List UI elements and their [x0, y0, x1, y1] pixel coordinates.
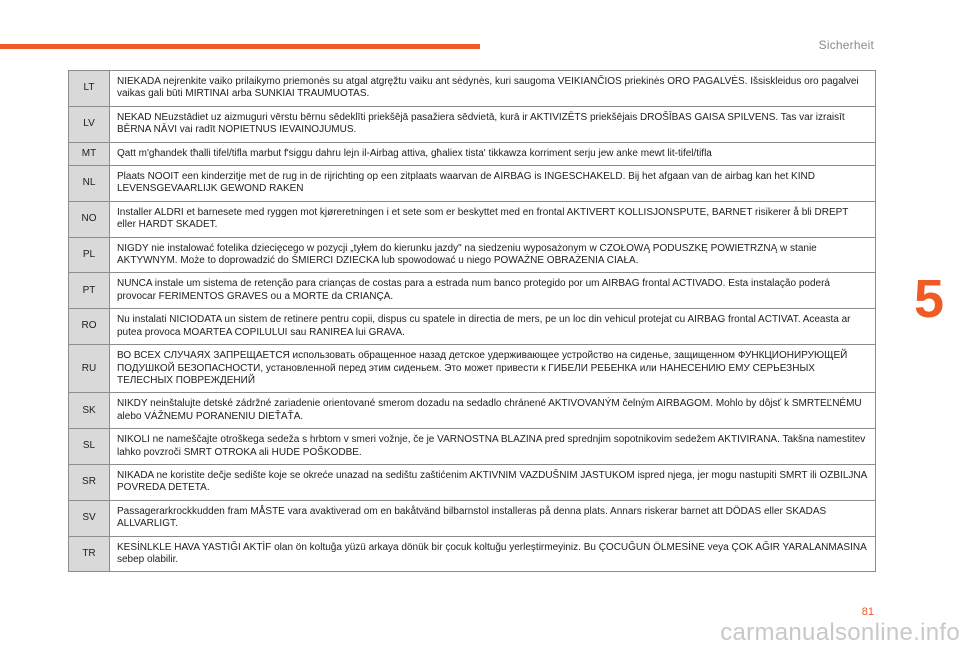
section-title: Sicherheit: [818, 38, 874, 52]
table-body: [69, 71, 876, 572]
airbag-warning-table: [68, 70, 876, 572]
language-code: SL: [69, 429, 110, 465]
warning-text: NUNCA instale um sistema de retenção para crianças de costas para a estrada num banco protegido por um AIRBAG frontal ACTIVADO. Esta instalação poderá provocar FERIMENTOS GRAVES ou a MORTE da CRIANÇA.: [110, 273, 876, 309]
warning-text: Plaats NOOIT een kinderzitje met de rug in de rijrichting op een zitplaats waarvan de AIRBAG is INGESCHAKELD. Bij het afgaan van de airbag kan het KIND LEVENSGEVAARLIJK GEWOND RAKEN: [110, 166, 876, 202]
warning-text: NIGDY nie instalować fotelika dziecięcego w pozycji „tyłem do kierunku jazdy" na siedzeniu wyposażonym w CZOŁOWĄ PODUSZKĘ POWIETRZNĄ w stanie AKTYWNYM. Może to doprowadzić do ŚMIERCI DZIECKA lub spowodować u niego POWAŻNE OBRAŻENIA CIAŁA.: [110, 237, 876, 273]
language-code: LT: [69, 71, 110, 107]
language-code: PL: [69, 237, 110, 273]
warning-text: NIEKADA nejrenkite vaiko prilaikymo priemonės su atgal atgręžtu vaiku ant sėdynės, kuri saugoma VEIKIANČIOS priekinės ORO PAGALVĖS. Išsiskleidus oro pagalvei vaikas gali būti MIRTINAI arba SUNKIAI TRAUMUOTAS.: [110, 71, 876, 107]
page-number: 81: [861, 606, 874, 618]
language-code: SR: [69, 464, 110, 500]
warning-text: ВО ВСЕХ СЛУЧАЯХ ЗАПРЕЩАЕТСЯ использовать обращенное назад детское удерживающее устройство на сиденье, защищенном ФУНКЦИОНИРУЮЩЕЙ ПОДУШКОЙ БЕЗОПАСНОСТИ, установленной перед этим сиденьем. Это может привести к ГИБЕЛИ РЕБЕНКА или НАНЕСЕНИЮ ЕМУ СЕРЬЕЗНЫХ ТЕЛЕСНЫХ ПОВРЕЖДЕНИЙ: [110, 345, 876, 393]
language-code: RO: [69, 309, 110, 345]
table-row: [69, 309, 876, 345]
chapter-tab: [898, 250, 960, 348]
warning-text: NIKDY neinštalujte detské zádržné zariadenie orientované smerom dozadu na sedadlo chránené AKTIVOVANÝM čelným AIRBAGOM. Mohlo by dôjsť k SMRTEĽNÉMU alebo VÁŽNEMU PORANENIU DIEŤAŤA.: [110, 393, 876, 429]
table-row: [69, 393, 876, 429]
warning-text: NIKADA ne koristite dečje sedište koje se okreće unazad na sedištu zaštićenim AKTIVNIM VAZDUŠNIM JASTUKOM ispred njega, jer mogu nastupiti SMRT ili OZBILJNA POVREDA DETETA.: [110, 464, 876, 500]
table-row: [69, 429, 876, 465]
table-row: [69, 237, 876, 273]
table-row: [69, 71, 876, 107]
language-code: RU: [69, 345, 110, 393]
language-code: SV: [69, 500, 110, 536]
table-row: [69, 273, 876, 309]
warning-table-container: [68, 70, 876, 572]
watermark: carmanualsonline.info: [720, 619, 960, 646]
warning-text: NEKAD NEuzstādiet uz aizmuguri vērstu bērnu sēdeklīti priekšējā pasažiera sēdvietā, kurā ir AKTIVIZĒTS priekšējais DROŠĪBAS GAISA SPILVENS. Tas var izraisīt BĒRNA NĀVI vai radīt NOPIETNUS IEVAINOJUMUS.: [110, 106, 876, 142]
table-row: [69, 500, 876, 536]
language-code: SK: [69, 393, 110, 429]
language-code: NL: [69, 166, 110, 202]
language-code: MT: [69, 142, 110, 165]
warning-text: Passagerarkrockkudden fram MÅSTE vara avaktiverad om en bakåtvänd bilbarnstol installeras på denna plats. Annars riskerar barnet att DÖDAS eller SKADAS ALLVARLIGT.: [110, 500, 876, 536]
header-accent-bar: [0, 44, 480, 49]
warning-text: NIKOLI ne nameščajte otroškega sedeža s hrbtom v smeri vožnje, če je VARNOSTNA BLAZINA pred sprednjim sopotnikovim sedežem AKTIVIRANA. Takšna namestitev lahko povzroči SMRT OTROKA ali HUDE POŠKODBE.: [110, 429, 876, 465]
warning-text: Nu instalati NICIODATA un sistem de retinere pentru copii, dispus cu spatele in directia de mers, pe un loc din vehicul protejat cu AIRBAG frontal ACTIVAT. Aceasta ar putea provoca MOARTEA COPILULUI sau RANIREA lui GRAVA.: [110, 309, 876, 345]
warning-text: Qatt m'għandek tħalli tifel/tifla marbut f'siggu dahru lejn il-Airbag attiva, għaliex tista' tikkawza korriment serju jew anke mewt lit-tifel/tifla: [110, 142, 876, 165]
language-code: NO: [69, 201, 110, 237]
table-row: [69, 166, 876, 202]
chapter-number: 5: [913, 269, 945, 329]
language-code: PT: [69, 273, 110, 309]
table-row: [69, 345, 876, 393]
table-row: [69, 201, 876, 237]
table-row: [69, 536, 876, 572]
table-row: [69, 142, 876, 165]
warning-text: KESİNLKLE HAVA YASTIĞI AKTİF olan ön koltuğa yüzü arkaya dönük bir çocuk koltuğu yerleştirmeyiniz. Bu ÇOCUĞUN ÖLMESİNE veya ÇOK AĞIR YARALANMASINA sebep olabilir.: [110, 536, 876, 572]
language-code: TR: [69, 536, 110, 572]
table-row: [69, 464, 876, 500]
language-code: LV: [69, 106, 110, 142]
warning-text: Installer ALDRI et barnesete med ryggen mot kjøreretningen i et sete som er beskyttet med en frontal AKTIVERT KOLLISJONSPUTE, BARNET risikerer å bli DREPT eller HARDT SKADET.: [110, 201, 876, 237]
table-row: [69, 106, 876, 142]
